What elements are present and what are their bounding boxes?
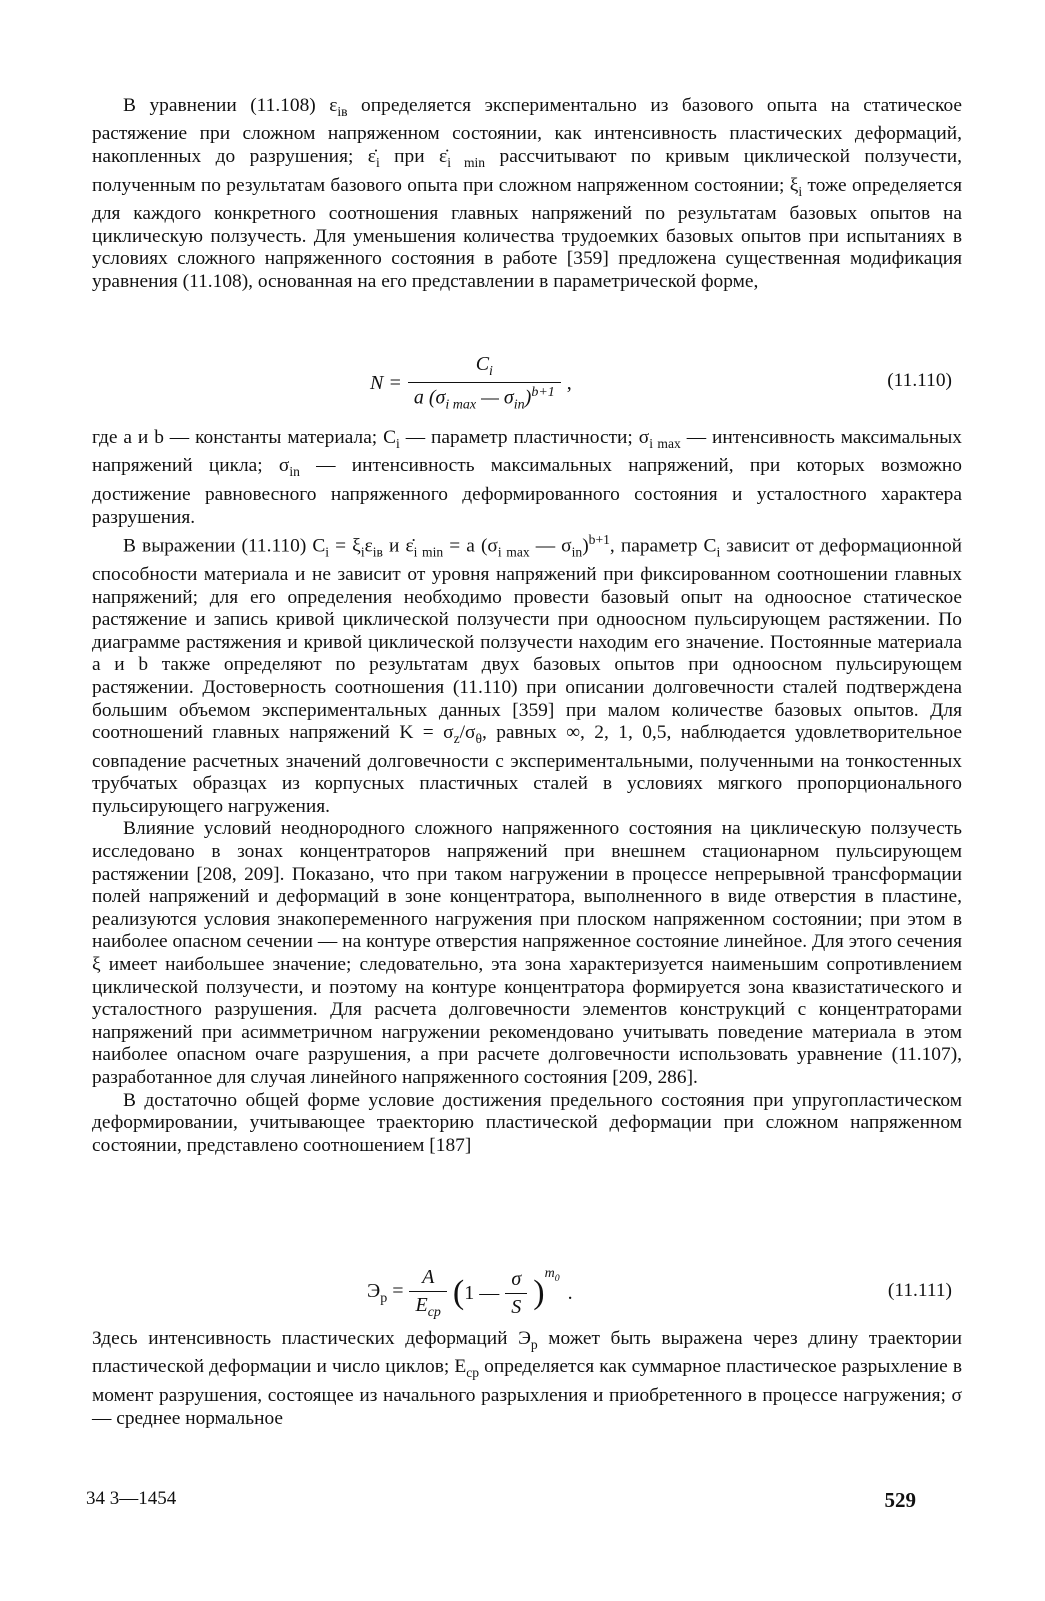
printer-signature: 34 3—1454	[86, 1488, 177, 1509]
fraction-denominator: a ($\sigma_{i max}$ — $\sigma_{in})^{b+1}$	[408, 382, 561, 414]
text-block-middle	[92, 427, 962, 1157]
formula-term: 1 —	[464, 1281, 500, 1304]
equation-number: (11.111)	[887, 1280, 952, 1301]
formula-lhs: $Э_р$ =	[367, 1279, 404, 1306]
paragraph: В достаточно общей форме условие достижения предельного состояния при упругопластическом деформировании, учитывающее траекторию пластической деформации при сложном напряженном состоянии, представлено соотношением [187]	[92, 1089, 962, 1156]
formula-trail: .	[567, 1281, 573, 1304]
page-footer	[86, 1488, 916, 1518]
fraction-denominator: $E_{ср}$	[409, 1291, 446, 1321]
paragraph: где a и b — константы материала; $C_i$ — параметр пластичности; $\sigma_{i max}$ — интенсивность максимальных напряжений цикла; $\sigma_{in}$ — интенсивность максимальных напряжений, при которых возможно достижение равновесного напряженного деформированного состояния и усталостного характера разрушения.	[92, 427, 963, 528]
formula-exponent: m0	[544, 1266, 560, 1284]
fraction-numerator: σ	[511, 1267, 522, 1290]
fraction	[409, 1266, 446, 1321]
fraction	[408, 353, 561, 414]
fraction-denominator: S	[505, 1293, 527, 1319]
paragraph: Здесь интенсивность пластических деформаций $Э_р$ может быть выражена через длину траектории пластической деформации и число циклов; $E_{ср}$ определяется как суммарное пластическое разрыхление в момент разрушения, состоящее из начального разрыхления и приобретенного в процессе нагружения; σ — среднее нормальное	[92, 1328, 962, 1429]
paragraph: Влияние условий неоднородного сложного напряженного состояния на циклическую ползучесть исследовано в зонах концентраторов напряжений при внешнем стационарном пульсирующем растяжении [208, 209]. Показано, что при таком нагружении в процессе непрерывной трансформации полей напряжений и деформаций в зоне концентратора, выполненного в виде отверстия в пластине, реализуются условия знакопеременного нагружения при плоском напряженном состоянии; при этом в наиболее опасном сечении — на контуре отверстия напряженное состояние линейное. Для этого сечения ξ имеет наибольшее значение; следовательно, эта зона характеризуется наименьшим сопротивлением циклической ползучести, и поэтому на контуре концентратора формируется зона квазистатического и усталостного разрушения. Для расчета долговечности элементов конструкций с концентраторами напряжений при асимметричном нагружении рекомендовано учитывать поведение материала в этом наиболее опасном очаге разрушения, а при расчете долговечности использовать уравнение (11.107), разработанное для случая линейного напряженного состояния [209, 286].	[92, 818, 962, 1088]
page-number: 529	[884, 1488, 916, 1512]
paren-close: )	[533, 1274, 545, 1311]
fraction-numerator: A	[422, 1265, 435, 1288]
equation-number: (11.110)	[887, 370, 952, 391]
formula-11-110	[92, 348, 962, 418]
text-block-bottom	[92, 1328, 962, 1430]
paren-open: (	[452, 1274, 465, 1311]
paragraph: В уравнении (11.108) $\varepsilon_{iв}$ определяется экспериментально из базового опыта на статическое растяжение при сложном напряженном состоянии, как интенсивность пластических деформаций, накопленных до разрушения; $\varepsiloṅ_i$ при $\varepsiloṅ_{i min}$ рассчитывают по кривым циклической ползучести, полученным по результатам базового опыта при сложном напряженном состоянии; $\xi_i$ тоже определяется для каждого конкретного соотношения главных напряжений по результатам базовых опытов на циклическую ползучесть. Для уменьшения количества трудоемких базовых опытов при испытаниях в условиях сложного напряженного состояния в работе [359] предложена существенная модификация уравнения (11.108), основанная на его представлении в параметрической форме,	[92, 95, 963, 292]
formula-11-111	[92, 1258, 962, 1328]
text-block-top	[92, 95, 962, 293]
fraction	[505, 1268, 527, 1319]
paragraph: В выражении (11.110) $C_i = \xi_i\varepsilon_{iв}$ и $\varepsiloṅ_{i min} = a$ ($\sigma_{i max}$ — $\sigma_{in})^{b+1}$, параметр $C_i$ зависит от деформационной способности материала и не зависит от уровня напряжений при фиксированном соотношении главных напряжений; для его определения необходимо провести базовый опыт на одноосное статическое растяжение и запись кривой циклической ползучести при одноосном пульсирующем растяжении. По диаграмме растяжения и кривой циклической ползучести находим его значение. Постоянные материала a и b также определяют по результатам двух базовых опытов при одноосном пульсирующем растяжении. Достоверность соотношения (11.110) при описании долговечности сталей подтверждена большим объемом экспериментальных данных [359] при малом количестве базовых опытов. Для соотношений главных напряжений $K = \sigma_z/\sigma_\theta$, равных ∞, 2, 1, 0,5, наблюдается удовлетворительное совпадение расчетных значений долговечности с экспериментальными, полученными на тонкостенных трубчатых образцах из корпусных пластичных сталей в условиях мягкого пропорционального пульсирующего нагружения.	[92, 532, 963, 817]
formula-trail: ,	[566, 371, 572, 394]
formula-lhs: N =	[370, 371, 402, 394]
fraction-numerator: $C_i$	[475, 352, 493, 379]
